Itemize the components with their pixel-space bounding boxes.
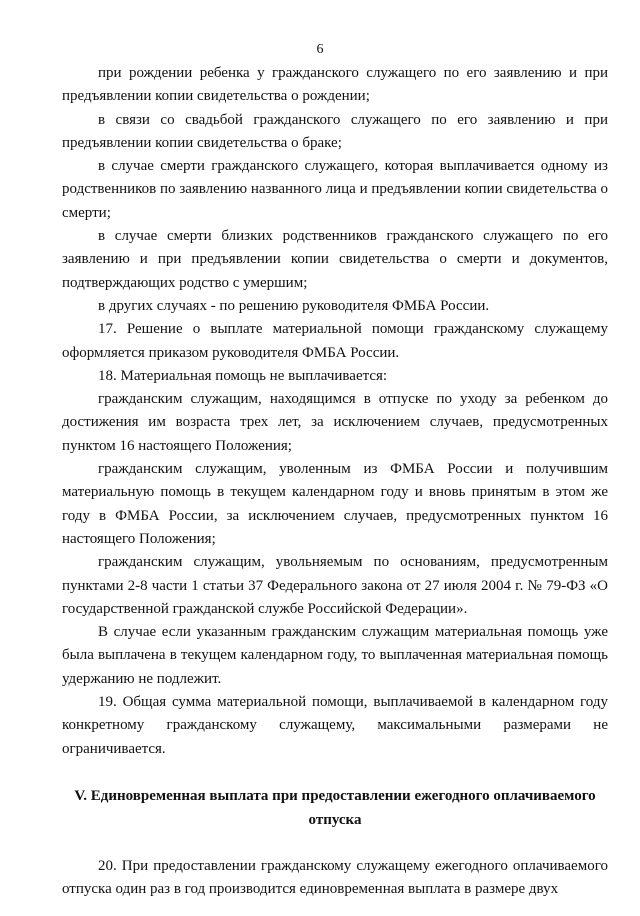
paragraph: 20. При предоставлении гражданскому служащему ежегодного оплачиваемого отпуска один раз в год производится единовременная выплата в размере двух — [62, 857, 608, 898]
paragraph: гражданским служащим, находящимся в отпуске по уходу за ребенком до достижения им возраста трех лет, за исключением случаев, предусмотренных пунктом 16 настоящего Положения; — [62, 391, 608, 454]
page-number: 6 — [316, 42, 324, 57]
section-heading: V. Единовременная выплата при предоставлении ежегодного оплачиваемого отпуска — [74, 787, 596, 828]
paragraph: гражданским служащим, уволенным из ФМБА России и получившим материальную помощь в текущем календарном году и вновь принятым в этом же году в ФМБА России, за исключением случаев, предусмотренных пунктом 16 настоящего Положения; — [62, 461, 608, 547]
paragraph: 18. Материальная помощь не выплачивается: — [98, 367, 388, 384]
paragraph: в связи со свадьбой гражданского служащего по его заявлению и при предъявлении копии свидетельства о браке; — [62, 111, 608, 151]
document-body — [62, 62, 608, 902]
paragraph: в случае смерти близких родственников гражданского служащего по его заявлению и при предъявлении копии свидетельства о смерти и документов, подтверждающих родство с умершим; — [62, 228, 608, 291]
paragraph: в других случаях - по решению руководителя ФМБА России. — [98, 297, 490, 314]
paragraph: 19. Общая сумма материальной помощи, выплачиваемой в календарном году конкретному гражданскому служащему, максимальными размерами не ограничивается. — [62, 694, 608, 757]
paragraph: в случае смерти гражданского служащего, которая выплачивается одному из родственников по заявлению названного лица и предъявлении копии свидетельства о смерти; — [62, 158, 608, 221]
paragraph: В случае если указанным гражданским служащим материальная помощь уже была выплачена в текущем календарном году, то выплаченная материальная помощь удержанию не подлежит. — [62, 624, 608, 687]
paragraph: при рождении ребенка у гражданского служащего по его заявлению и при предъявлении копии свидетельства о рождении; — [62, 65, 608, 105]
paragraph: 17. Решение о выплате материальной помощи гражданскому служащему оформляется приказом руководителя ФМБА России. — [62, 321, 608, 361]
paragraph: гражданским служащим, увольняемым по основаниям, предусмотренным пунктами 2-8 части 1 статьи 37 Федерального закона от 27 июля 2004 г. № 79-ФЗ «О государственной гражданской службе Российской Федерации». — [62, 554, 608, 617]
